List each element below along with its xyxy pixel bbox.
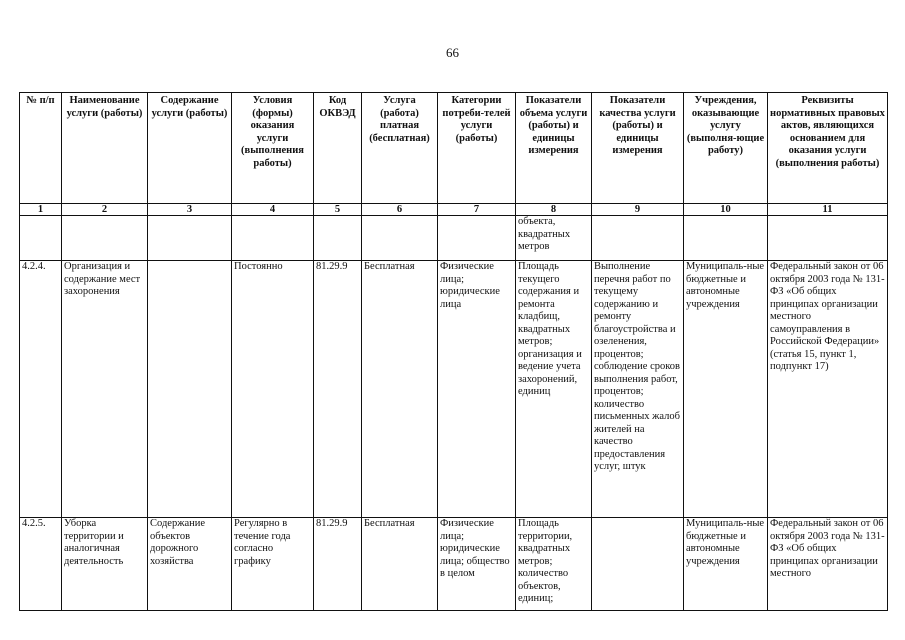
- okved-code: 81.29.9: [314, 518, 362, 611]
- legal-acts: Федеральный закон от 06 октября 2003 года № 131-ФЗ «Об общих принципах организации местного: [768, 518, 888, 611]
- header-cell: Услуга (работа) платная (бесплатная): [362, 93, 438, 204]
- table-cell: [20, 216, 62, 261]
- column-number-row: [20, 204, 888, 216]
- table-cell: [592, 216, 684, 261]
- column-number: 3: [148, 204, 232, 216]
- service-content: [148, 261, 232, 518]
- column-number: 4: [232, 204, 314, 216]
- header-cell: № п/п: [20, 93, 62, 204]
- institutions: Муниципаль-ные бюджетные и автономные учреждения: [684, 261, 768, 518]
- column-number: 10: [684, 204, 768, 216]
- column-number: 11: [768, 204, 888, 216]
- column-number: 1: [20, 204, 62, 216]
- header-cell: Показатели объема услуги (работы) и единицы измерения: [516, 93, 592, 204]
- column-number: 2: [62, 204, 148, 216]
- header-cell: Реквизиты нормативных правовых актов, являющихся основанием для оказания услуги (выполнения работы): [768, 93, 888, 204]
- service-conditions: Регулярно в течение года согласно графику: [232, 518, 314, 611]
- column-number: 8: [516, 204, 592, 216]
- row-number: 4.2.5.: [20, 518, 62, 611]
- services-table: [19, 92, 888, 611]
- consumer-categories: Физические лица; юридические лица: [438, 261, 516, 518]
- table-cell: объекта, квадратных метров: [516, 216, 592, 261]
- column-number: 9: [592, 204, 684, 216]
- header-cell: Наименование услуги (работы): [62, 93, 148, 204]
- header-cell: Содержание услуги (работы): [148, 93, 232, 204]
- quality-indicators: Выполнение перечня работ по текущему содержанию и ремонту благоустройства и озеленения, процентов; соблюдение сроков выполнения работ, процентов; количество письменных жалоб жителей на качество предоставления услуг, штук: [592, 261, 684, 518]
- header-cell: Категории потреби-телей услуги (работы): [438, 93, 516, 204]
- table-cell: [232, 216, 314, 261]
- table-cell: [362, 216, 438, 261]
- page-number: 66: [446, 45, 459, 60]
- row-number: 4.2.4.: [20, 261, 62, 518]
- header-cell: Код ОКВЭД: [314, 93, 362, 204]
- column-number: 5: [314, 204, 362, 216]
- header-row: [20, 93, 888, 204]
- service-name: Уборка территории и аналогичная деятельность: [62, 518, 148, 611]
- consumer-categories: Физические лица; юридические лица; общество в целом: [438, 518, 516, 611]
- payment-type: Бесплатная: [362, 518, 438, 611]
- service-conditions: Постоянно: [232, 261, 314, 518]
- table-cell: [684, 216, 768, 261]
- volume-indicators: Площадь текущего содержания и ремонта кладбищ, квадратных метров; организация и ведение учета захоронений, единиц: [516, 261, 592, 518]
- header-cell: Условия (формы) оказания услуги (выполнения работы): [232, 93, 314, 204]
- legal-acts: Федеральный закон от 06 октября 2003 года № 131-ФЗ «Об общих принципах организации местного самоуправления в Российской Федерации» (статья 15, пункт 1, подпункт 17): [768, 261, 888, 518]
- payment-type: Бесплатная: [362, 261, 438, 518]
- table-cell: [768, 216, 888, 261]
- table-row-continuation: [20, 216, 888, 261]
- header-cell: Учреждения, оказывающие услугу (выполня-ющие работу): [684, 93, 768, 204]
- volume-indicators: Площадь территории, квадратных метров; количество объектов, единиц;: [516, 518, 592, 611]
- header-cell: Показатели качества услуги (работы) и единицы измерения: [592, 93, 684, 204]
- table-row: [20, 261, 888, 518]
- table-cell: [62, 216, 148, 261]
- table-cell: [148, 216, 232, 261]
- column-number: 7: [438, 204, 516, 216]
- service-name: Организация и содержание мест захоронения: [62, 261, 148, 518]
- service-content: Содержание объектов дорожного хозяйства: [148, 518, 232, 611]
- table-cell: [438, 216, 516, 261]
- quality-indicators: [592, 518, 684, 611]
- table-cell: [314, 216, 362, 261]
- okved-code: 81.29.9: [314, 261, 362, 518]
- column-number: 6: [362, 204, 438, 216]
- table-row: [20, 518, 888, 611]
- institutions: Муниципаль-ные бюджетные и автономные учреждения: [684, 518, 768, 611]
